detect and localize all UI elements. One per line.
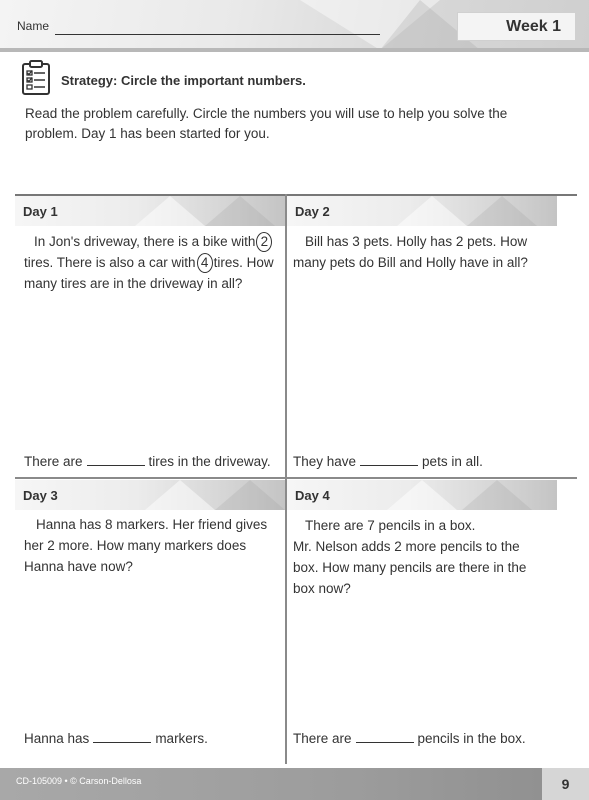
day-3-header [15,480,285,510]
circled-number[interactable]: 2 [256,232,272,252]
answer-prefix: Hanna has [24,731,90,746]
day-1-label: Day 1 [23,203,58,219]
day-1-problem-text: tires. There is also a car with [24,255,196,270]
day-1-problem-text: tires. How many tires are in the driveway in all? [24,255,274,291]
answer-blank[interactable] [87,453,145,466]
header-divider [0,48,589,52]
week-label: Week 1 [457,12,576,41]
day-2-label: Day 2 [295,203,330,219]
answer-prefix: There are [24,454,83,469]
footer-credit: CD-105009 • © Carson-Dellosa [16,776,142,786]
day-2-problem: Bill has 3 pets. Holly has 2 pets. How many pets do Bill and Holly have in all? [293,234,528,270]
answer-blank[interactable] [93,730,151,743]
day-1-answer [24,453,271,469]
day-3-answer [24,730,208,746]
answer-blank[interactable] [360,453,418,466]
day-3-label: Day 3 [23,487,58,503]
day-1-problem-text: In Jon's driveway, there is a bike with [34,234,256,249]
answer-suffix: pets in all. [422,454,483,469]
name-blank-line[interactable] [55,34,380,35]
grid-vertical-divider [285,194,287,764]
name-label: Name [17,19,50,33]
clipboard-checklist-icon [20,60,52,96]
day-4-answer [293,730,526,746]
answer-prefix: They have [293,454,357,469]
answer-blank[interactable] [356,730,414,743]
answer-suffix: pencils in the box. [417,731,526,746]
page-number: 9 [542,768,589,800]
answer-suffix: tires in the driveway. [148,454,271,469]
day-4-header [287,480,557,510]
instructions-text: Read the problem carefully. Circle the numbers you will use to help you solve the problem. Day 1 has been started for you. [25,106,508,141]
day-3-problem: Hanna has 8 markers. Her friend gives her 2 more. How many markers does Hanna have now? [24,517,268,574]
day-4-problem-line: There are 7 pencils in a box. [305,518,476,533]
answer-suffix: markers. [155,731,208,746]
day-4-problem-line: Mr. Nelson adds 2 more pencils to the box. How many pencils are there in the box now? [293,539,527,596]
day-1-problem [24,231,282,294]
circled-number[interactable]: 4 [197,253,213,273]
answer-prefix: There are [293,731,352,746]
day-2-header [287,196,557,226]
day-1-header [15,196,285,226]
day-2-answer [293,453,483,469]
day-4-label: Day 4 [295,487,330,503]
strategy-title: Strategy: Circle the important numbers. [61,73,306,88]
day-4-problem [293,515,543,599]
grid-horizontal-divider [15,477,577,479]
